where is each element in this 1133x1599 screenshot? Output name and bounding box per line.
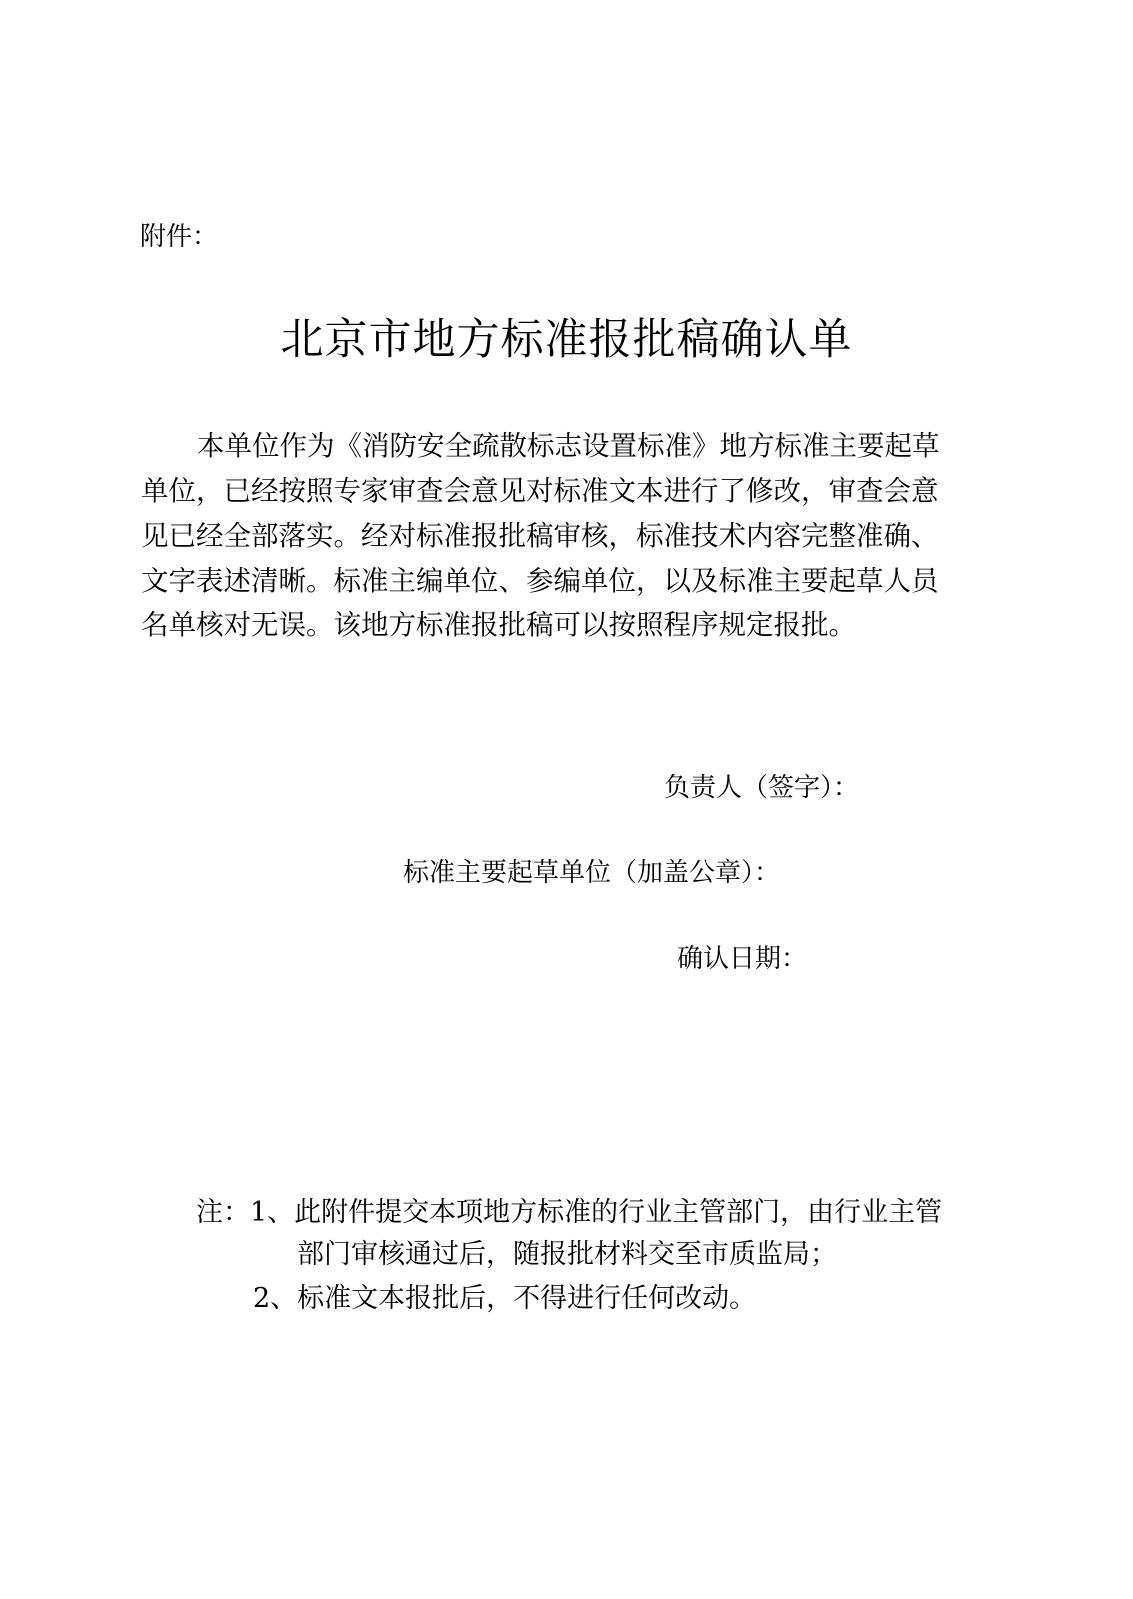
body-paragraph-line: 文字表述清晰。标准主编单位、参编单位，以及标准主要起草人员 — [141, 565, 939, 597]
body-paragraph-line: 名单核对无误。该地方标准报批稿可以按照程序规定报批。 — [141, 609, 856, 641]
note-1-line-1: 注：1、此附件提交本项地方标准的行业主管部门，由行业主管 — [196, 1197, 943, 1228]
body-paragraph-line: 见已经全部落实。经对标准报批稿审核，标准技术内容完整准确、 — [141, 520, 939, 552]
responsible-person-signature-label: 负责人（签字）： — [664, 773, 860, 803]
note-1-line-2: 部门审核通过后，随报批材料交至市质监局； — [297, 1239, 837, 1270]
note-2: 2、标准文本报批后，不得进行任何改动。 — [253, 1283, 757, 1314]
confirm-date-label: 确认日期： — [677, 944, 808, 974]
drafting-unit-seal-label: 标准主要起草单位（加盖公章）： — [403, 858, 781, 888]
body-paragraph-line: 单位，已经按照专家审查会意见对标准文本进行了修改，审查会意 — [141, 475, 939, 507]
document-title: 北京市地方标准报批稿确认单 — [280, 315, 853, 365]
attachment-label: 附件： — [140, 222, 219, 252]
body-paragraph-line: 本单位作为《消防安全疏散标志设置标准》地方标准主要起草 — [197, 430, 940, 462]
